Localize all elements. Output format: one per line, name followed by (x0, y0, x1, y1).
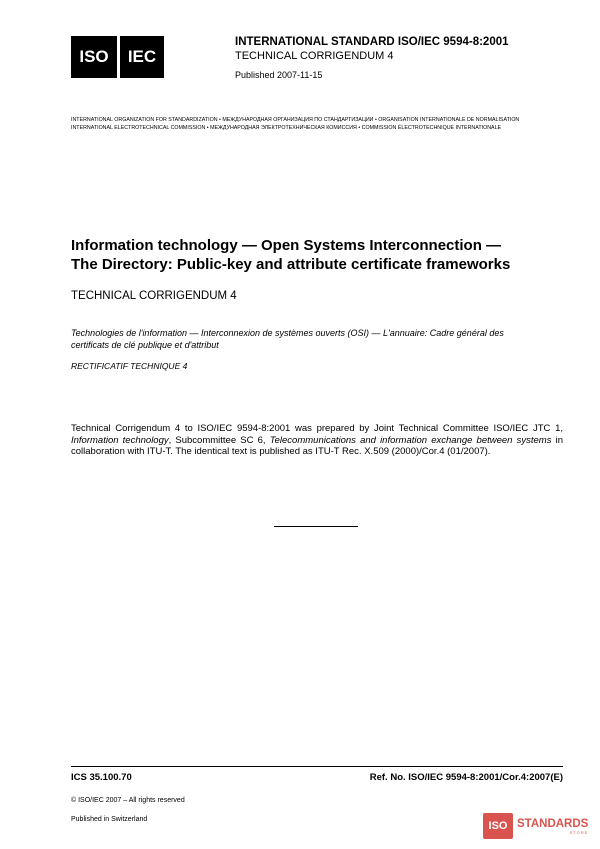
para-part-e: in collaboration with ITU-T. The identical text is published as ITU-T Rec. X.509 (2000)/Cor.4 (01/2007). (71, 434, 563, 457)
store-text (513, 818, 588, 835)
store-iso-badge: ISO (483, 813, 513, 839)
store-name: STANDARDS (517, 817, 589, 830)
french-corrigendum: RECTIFICATIF TECHNIQUE 4 (71, 361, 188, 371)
para-part-a: Technical Corrigendum 4 to ISO/IEC 9594-8:2001 was prepared by Joint Technical Committee ISO/IEC JTC 1, (71, 423, 563, 434)
corrigendum-label: TECHNICAL CORRIGENDUM 4 (235, 50, 394, 62)
footer-rule (71, 766, 563, 767)
published-in: Published in Switzerland (71, 816, 148, 823)
title-line-2: The Directory: Public-key and attribute certificate frameworks (71, 256, 511, 273)
iso-logo (71, 36, 117, 78)
copyright: © ISO/IEC 2007 – All rights reserved (71, 797, 185, 804)
store-sub: STORE (569, 829, 589, 835)
iec-logo (120, 36, 164, 78)
standard-title: INTERNATIONAL STANDARD ISO/IEC 9594-8:2001 (235, 36, 509, 48)
iso-logo-text: ISO (79, 47, 109, 66)
para-part-b: Information technology (71, 434, 169, 446)
para-part-c: , Subcommittee SC 6, (168, 434, 270, 446)
reference-number: Ref. No. ISO/IEC 9594-8:2001/Cor.4:2007(E) (369, 772, 563, 783)
iso-standards-store-logo (483, 813, 588, 839)
org-line-2: INTERNATIONAL ELECTROTECHNICAL COMMISSION • МЕЖДУНАРОДНАЯ ЭЛЕКТРОТЕХНИЧЕСКАЯ КОМИССИЯ • COMMISSION ÉLECTROTECHNIQUE INTERNATIONALE (71, 125, 502, 131)
end-rule (274, 526, 358, 527)
document-title (71, 236, 510, 274)
published-date: Published 2007-11-15 (235, 70, 323, 80)
technical-corrigendum: TECHNICAL CORRIGENDUM 4 (71, 290, 237, 302)
para-part-d: Telecommunications and information exchange between systems (269, 434, 552, 446)
ics-code: ICS 35.100.70 (71, 772, 132, 783)
org-line-1: INTERNATIONAL ORGANIZATION FOR STANDARDIZATION • МЕЖДУНАРОДНАЯ ОРГАНИЗАЦИЯ ПО СТАНДАРТИЗАЦИИ • ORGANISATION INTERNATIONALE DE NORMALISATION (71, 117, 520, 123)
french-title: Technologies de l'information — Interconnexion de systèmes ouverts (OSI) — L'annuaire: Cadre général des certificats de clé publique et d'attribut (71, 328, 504, 350)
iec-logo-text: IEC (127, 47, 157, 66)
title-line-1: Information technology — Open Systems Interconnection — (71, 237, 502, 254)
foreword-paragraph (71, 423, 563, 458)
